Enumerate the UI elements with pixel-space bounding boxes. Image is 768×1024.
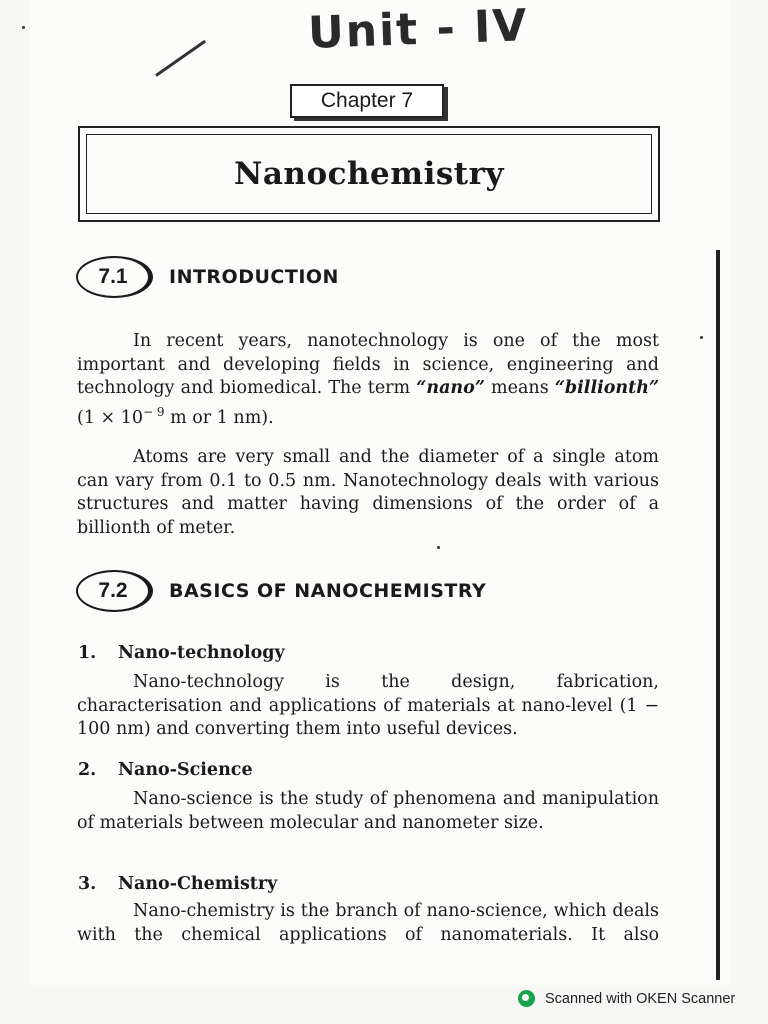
item-body-nano-chemistry: Nano-chemistry is the branch of nano-science, which deals with the chemical applications of nanomaterials. It also <box>77 901 659 945</box>
chapter-title: Nanochemistry <box>234 156 504 192</box>
scan-speck <box>437 546 440 549</box>
scanner-logo-icon <box>518 990 535 1007</box>
margin-rule <box>716 250 720 980</box>
section-number-badge: 7.1 <box>76 256 153 298</box>
item-title: Nano-technology <box>118 643 285 663</box>
section-heading-basics <box>76 570 486 612</box>
exponent: − 9 <box>143 404 165 419</box>
section-title: INTRODUCTION <box>169 266 339 288</box>
item-number: 3. <box>78 874 97 894</box>
item-number: 2. <box>78 760 97 780</box>
term-billionth: “billionth” <box>554 378 660 398</box>
item-heading-nano-science <box>78 760 253 780</box>
scanner-watermark <box>518 990 735 1007</box>
item-heading-nano-technology <box>78 643 285 663</box>
intro-paragraph-1 <box>77 330 659 430</box>
item-title: Nano-Chemistry <box>118 874 278 894</box>
para-text: In recent years, nanotechnology is one of the most important and developing fields in science, engineering and technology and biomedical. The term <box>77 331 659 398</box>
scan-speck <box>22 26 25 29</box>
item-heading-nano-chemistry <box>78 874 277 894</box>
title-frame <box>78 126 660 222</box>
section-heading-introduction <box>76 256 339 298</box>
intro-paragraph-2: Atoms are very small and the diameter of a single atom can vary from 0.1 to 0.5 nm. Nanotechnology deals with various structures and matter having dimensions of the order of a billionth of meter. <box>77 447 659 538</box>
chapter-label: Chapter 7 <box>290 84 444 118</box>
item-body-nano-science: Nano-science is the study of phenomena and manipulation of materials between molecular and nanometer size. <box>77 789 659 833</box>
item-title: Nano-Science <box>118 760 253 780</box>
scan-speck <box>700 336 703 339</box>
item-body-nano-technology: Nano-technology is the design, fabrication, characterisation and applications of materials at nano-level (1 − 100 nm) and converting them into useful devices. <box>77 672 659 739</box>
term-nano: “nano” <box>416 378 485 398</box>
para-text: (1 × 10 <box>77 407 144 428</box>
item-number: 1. <box>78 643 97 663</box>
para-text: m or 1 nm). <box>164 407 274 428</box>
handwritten-note: Unit - IV <box>307 0 530 59</box>
watermark-text: Scanned with OKEN Scanner <box>545 990 736 1007</box>
section-number-badge: 7.2 <box>76 570 153 612</box>
title-inner-frame <box>86 134 652 214</box>
section-title: BASICS OF NANOCHEMISTRY <box>169 580 487 602</box>
para-text: means <box>484 378 555 398</box>
